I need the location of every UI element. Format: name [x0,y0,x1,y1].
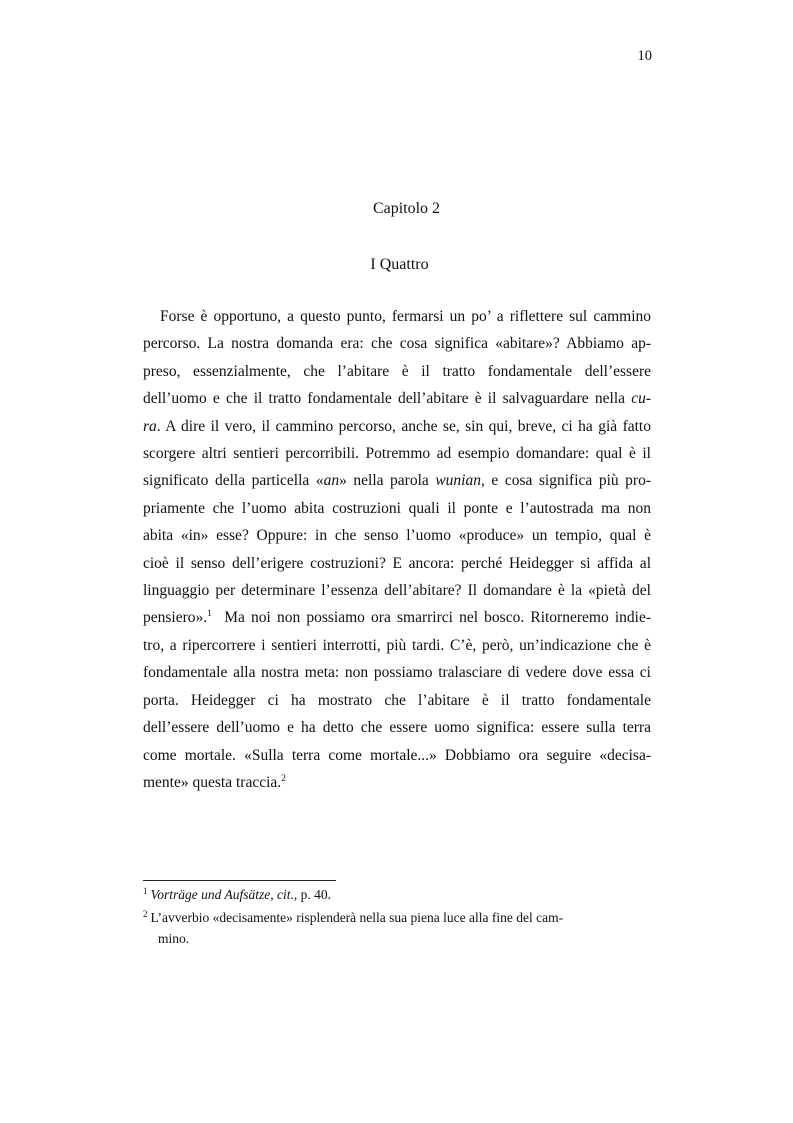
text-line: fondamentale alla nostra meta: non possiamo tralasciare di vedere dove essa ci [143,664,651,682]
italic-text: Vorträge und Aufsätze, cit [150,887,291,902]
text-segment: L’avverbio «decisamente» risplenderà nella sua piena luce alla fine del cam- [150,910,564,925]
footnote-ref[interactable]: 2 [281,773,286,784]
text-line: porta. Heidegger ci ha mostrato che l’abitare è il tratto fondamentale [143,691,651,709]
footnote-2-continuation: mino. [158,931,190,946]
text-line: tro, a ripercorrere i sentieri interrotti, più tardi. C’è, però, un’indicazione che è [143,636,651,654]
chapter-label: Capitolo 2 [372,200,441,217]
text-line: linguaggio per determinare l’essenza dell’abitare? Il domandare è la «pietà del [143,582,651,600]
page-number: 10 [637,48,652,64]
italic-text: wunian [435,472,481,490]
footnote-marker: 2 [143,908,148,919]
italic-text: ra [143,417,157,435]
text-line [143,769,651,796]
text-line: abita «in» esse? Oppure: in che senso l’uomo «produce» un tempio, qual è [143,527,651,545]
text-line: dell’essere dell’uomo e ha detto che essere uomo significa: essere sulla terra [143,719,651,737]
text-line: priamente che l’uomo abita costruzioni quali il ponte e l’autostrada ma non [143,499,651,517]
text-segment: , e cosa significa più pro- [480,472,651,490]
text-segment: ., p. 40. [290,887,331,902]
footnote-1 [143,884,623,905]
italic-text: an [323,472,340,490]
body-paragraph [143,303,651,796]
text-segment: » nella parola [339,472,429,490]
text-line [143,385,651,412]
text-segment: significato della particella « [143,472,324,490]
text-segment: pensiero». [143,609,208,627]
footnotes [143,884,623,949]
text-line [143,413,651,440]
text-line [143,604,651,631]
text-line: scorgere altri sentieri percorribili. Potremmo ad esempio domandare: qual è il [143,445,651,463]
text-line: come mortale. «Sulla terra come mortale...» Dobbiamo ora seguire «decisa- [143,746,651,764]
text-line: cioè il senso dell’erigere costruzioni? E ancora: perché Heidegger si affida al [143,554,651,572]
footnote-2 [143,907,623,928]
text-line [143,467,651,494]
footnote-marker: 1 [143,885,148,896]
text-line: Forse è opportuno, a questo punto, fermarsi un po’ a riflettere sul cammino [160,308,651,325]
footnote-ref[interactable]: 1 [207,609,212,620]
italic-text: cu- [631,390,652,408]
text-segment: Ma noi non possiamo ora smarrirci nel bosco. Ritorneremo indie- [224,609,651,627]
text-segment: dell’uomo e che il tratto fondamentale dell’abitare è il salvaguardare nella [143,390,626,408]
chapter-title: I Quattro [370,256,429,273]
text-line: percorso. La nostra domanda era: che cosa significa «abitare»? Abbiamo ap- [143,335,651,353]
text-line: preso, essenzialmente, che l’abitare è il tratto fondamentale dell’essere [143,362,651,380]
footnote-divider [143,880,336,881]
text-segment: . A dire il vero, il cammino percorso, anche se, sin qui, breve, ci ha già fatto [156,417,651,435]
text-segment: mente» questa traccia. [143,773,282,791]
